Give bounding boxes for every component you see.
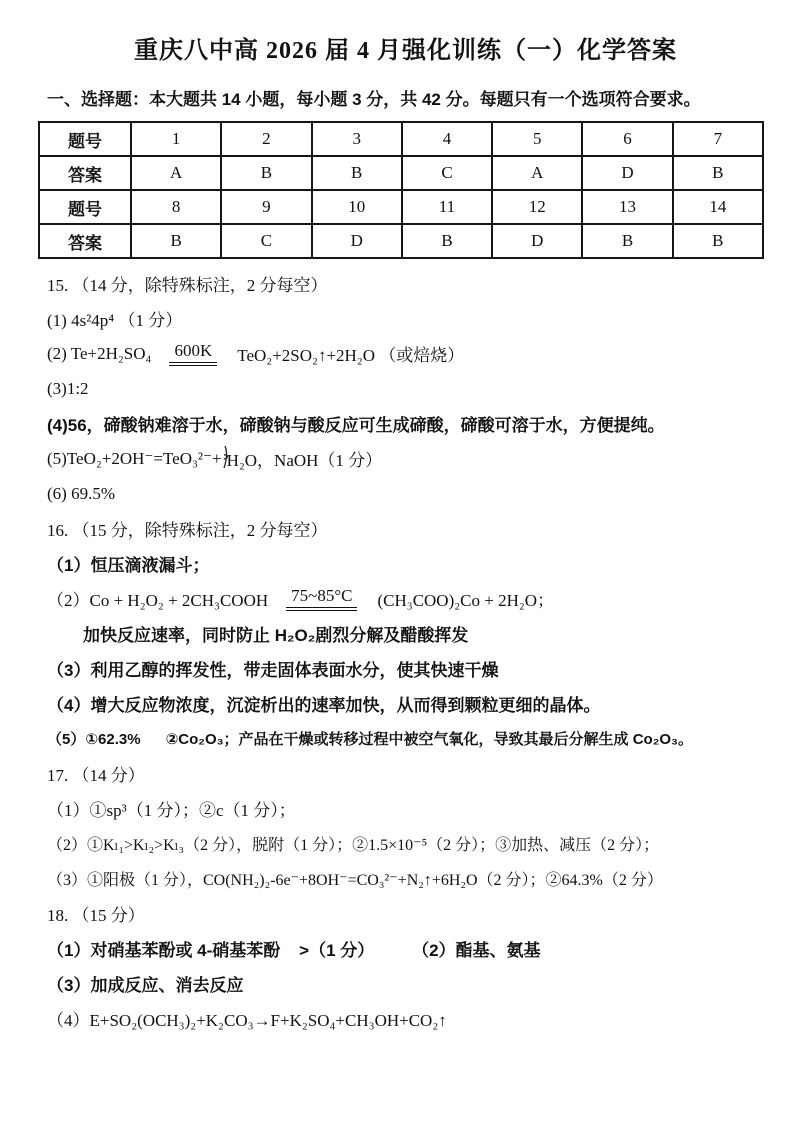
equation-right: TeO₂+2SO₂↑+2H₂O （或焙烧） — [237, 346, 465, 365]
q15-line-2 — [47, 336, 764, 371]
equation-left: (5)TeO₂+2OH⁻=TeO₃²⁻+ — [47, 448, 222, 468]
table-cell: B — [582, 224, 672, 258]
q15-line-4: (4)56，碲酸钠难溶于水，碲酸钠与酸反应可生成碲酸，碲酸可溶于水，方便提纯。 — [47, 416, 665, 435]
q16-line-2 — [47, 581, 764, 616]
table-cell: C — [221, 224, 311, 258]
table-cell: A — [131, 156, 221, 190]
q15-line-5 — [47, 441, 764, 476]
q15-heading: 15. （14 分，除特殊标注，2 分每空） — [47, 276, 328, 295]
table-cell: C — [402, 156, 492, 190]
table-cell: 11 — [402, 190, 492, 224]
table-cell: 10 — [312, 190, 402, 224]
equation-left: (2) Te+2H₂SO₄ — [47, 343, 152, 363]
q15-line-6: (6) 69.5% — [47, 483, 115, 503]
q16-line-1: （1）恒压滴液漏斗； — [47, 556, 210, 575]
table-cell: 7 — [673, 122, 763, 156]
equation-right: H₂O，NaOH（1 分） — [226, 451, 383, 470]
reaction-condition: 600K — [169, 341, 217, 366]
table-cell: 9 — [221, 190, 311, 224]
q17-line-2: （2）①Kₗ₁>Kₗ₂>Kₗ₃（2 分），脱附（1 分）；②1.5×10⁻⁵（2 分）；③加热、减压（2 分）； — [47, 837, 660, 854]
table-cell: 题号 — [39, 190, 131, 224]
q16-line-3: （3）利用乙醇的挥发性，带走固体表面水分，使其快速干燥 — [47, 661, 499, 680]
table-cell: 13 — [582, 190, 672, 224]
answers-body — [47, 266, 764, 1036]
q16-line-4: （4）增大反应物浓度，沉淀析出的速率加快，从而得到颗粒更细的晶体。 — [47, 696, 601, 715]
table-row — [39, 122, 763, 156]
table-cell: B — [673, 156, 763, 190]
q15-line-3: (3)1:2 — [47, 378, 89, 398]
section-one-heading: 一、选择题：本大题共 14 小题，每小题 3 分，共 42 分。每题只有一个选项符合要求。 — [47, 90, 701, 109]
table-cell: 题号 — [39, 122, 131, 156]
table-cell: B — [402, 224, 492, 258]
q17-heading: 17. （14 分） — [47, 766, 145, 785]
table-row — [39, 224, 763, 258]
table-cell: 答案 — [39, 156, 131, 190]
equation-right: (CH₃COO)₂Co + 2H₂O； — [377, 591, 555, 610]
q18-line-3: （3）加成反应、消去反应 — [47, 976, 244, 995]
reaction-condition: 75~85°C — [286, 586, 357, 611]
page-title: 重庆八中高 2026 届 4 月强化训练（一）化学答案 — [134, 38, 677, 64]
table-cell: B — [131, 224, 221, 258]
q18-line-1: （1）对硝基苯酚或 4-硝基苯酚 >（1 分） （2）酯基、氨基 — [47, 941, 541, 960]
table-cell: 5 — [492, 122, 582, 156]
table-cell: 3 — [312, 122, 402, 156]
q17-line-3: （3）①阳极（1 分），CO(NH₂)₂-6e⁻+8OH⁻=CO₃²⁻+N₂↑+6H₂O（2 分）；②64.3%（2 分） — [47, 872, 663, 889]
scan-artifact-mark — [221, 445, 229, 469]
table-row — [39, 156, 763, 190]
table-cell: 答案 — [39, 224, 131, 258]
table-cell: 12 — [492, 190, 582, 224]
table-row — [39, 190, 763, 224]
table-cell: 8 — [131, 190, 221, 224]
table-cell: D — [582, 156, 672, 190]
table-cell: B — [673, 224, 763, 258]
table-cell: D — [492, 224, 582, 258]
q18-heading: 18. （15 分） — [47, 906, 145, 925]
table-cell: A — [492, 156, 582, 190]
table-cell: 14 — [673, 190, 763, 224]
q16-line-2-note: 加快反应速率，同时防止 H₂O₂剧烈分解及醋酸挥发 — [83, 626, 469, 645]
q18-line-4: （4）E+SO₂(OCH₃)₂+K₂CO₃→F+K₂SO₄+CH₃OH+CO₂↑ — [47, 1011, 447, 1030]
q17-line-1: （1）①sp³（1 分）；②c（1 分）； — [47, 801, 296, 820]
table-cell: 6 — [582, 122, 672, 156]
q16-heading: 16. （15 分，除特殊标注，2 分每空） — [47, 521, 328, 540]
q15-line-1: (1) 4s²4p⁴ （1 分） — [47, 311, 183, 330]
table-cell: D — [312, 224, 402, 258]
table-cell: 1 — [131, 122, 221, 156]
q16-line-5: （5）①62.3% ②Co₂O₃；产品在干燥或转移过程中被空气氧化，导致其最后分解生成 Co₂O₃。 — [47, 731, 693, 748]
table-cell: 4 — [402, 122, 492, 156]
answer-table — [38, 121, 764, 259]
table-cell: B — [221, 156, 311, 190]
table-cell: 2 — [221, 122, 311, 156]
table-cell: B — [312, 156, 402, 190]
equation-left: （2）Co + H₂O₂ + 2CH₃COOH — [47, 591, 269, 610]
